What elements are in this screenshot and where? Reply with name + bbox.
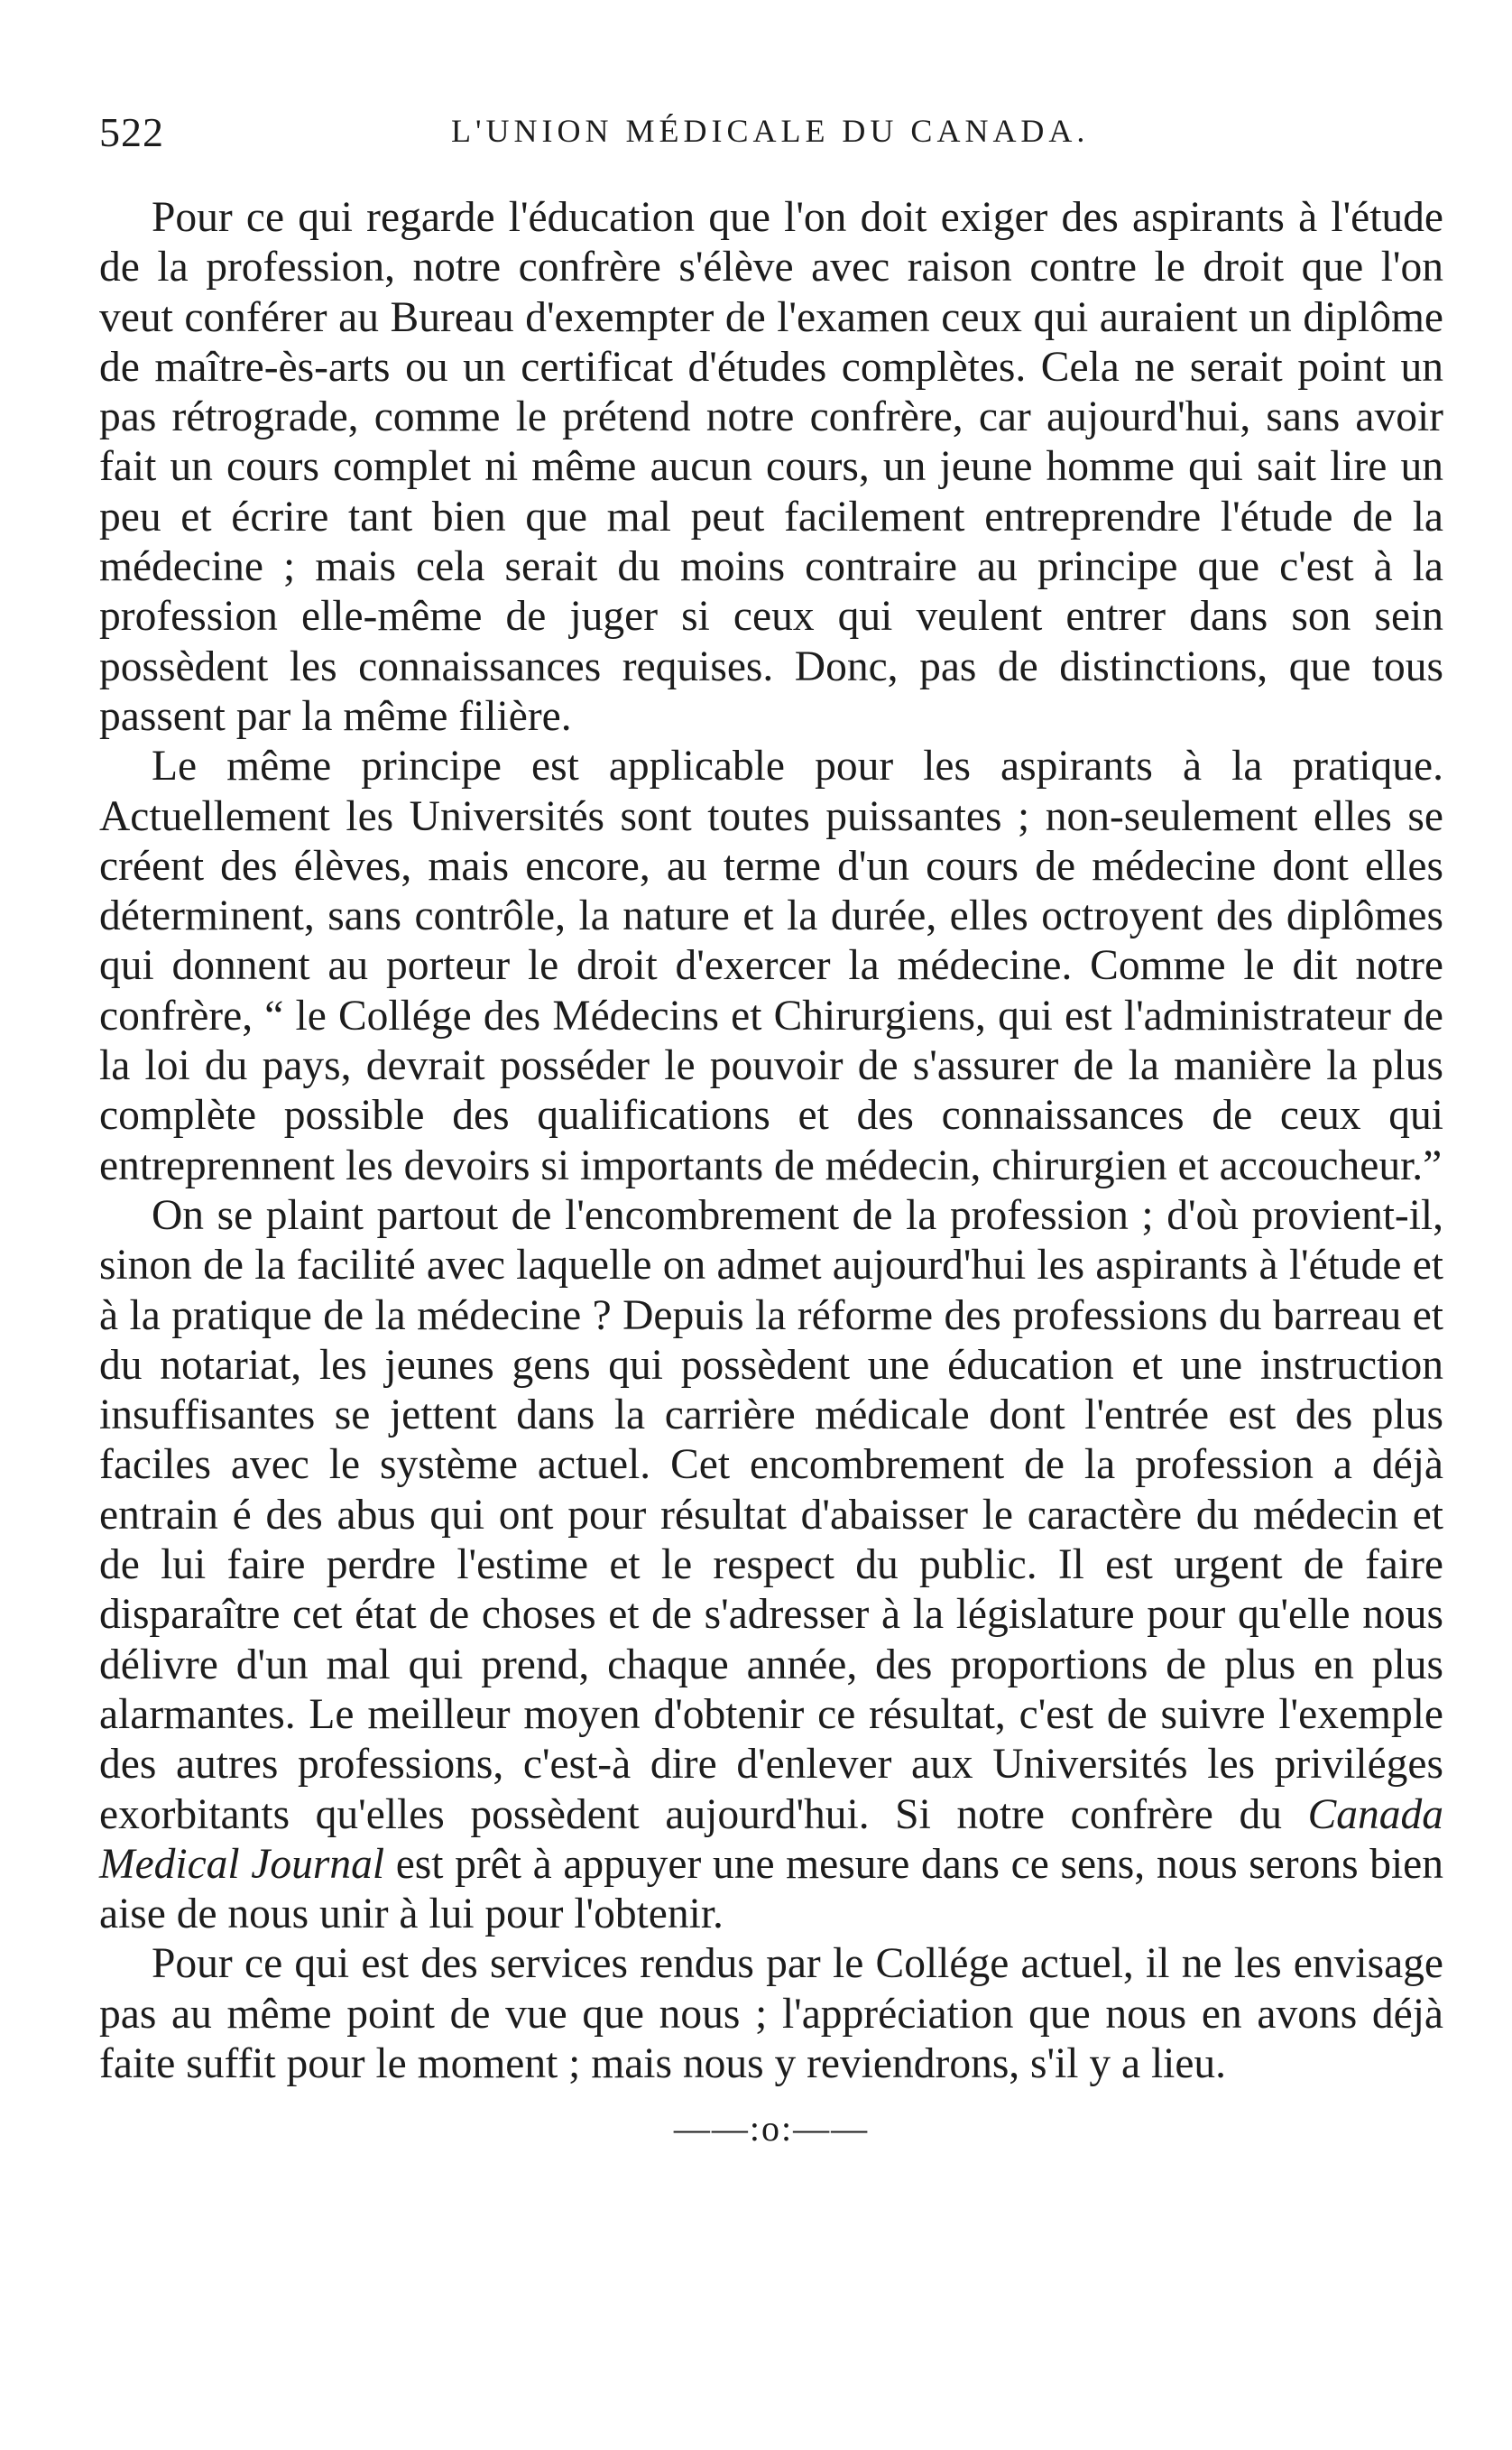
document-page — [99, 108, 1443, 2150]
paragraph-text: Pour ce qui est des services rendus par le Collége actuel, il ne les envisage pas au même point de vue que nous ; l'appréciation que nous en avons déjà faite suffit pour le moment ; mais nous y reviendrons, s'il y a lieu. — [99, 1940, 1443, 2087]
paragraph-text: Le même principe est applicable pour les aspirants à la pratique. Actuellement les Universités sont toutes puissantes ; non-seulement elles se créent des élèves, mais encore, au terme d'un cours de médecine dont elles déterminent, sans contrôle, la nature et la durée, elles octroyent des diplômes qui donnent au porteur le droit d'exercer la médecine. Comme le dit notre confrère, “ le Collége des Médecins et Chirurgiens, qui est l'administrateur de la loi du pays, devrait posséder le pouvoir de s'assurer de la manière la plus complète possible des qualifications et des connaissances de ceux qui entreprennent les devoirs si importants de médecin, chirurgien et accoucheur.” — [99, 743, 1443, 1189]
paragraph-text: On se plaint partout de l'encombrement de la profession ; d'où provient-il, sinon de la facilité avec laquelle on admet aujourd'hui les aspirants à l'étude et à la pratique de la médecine ? Depuis la réforme des professions du barreau et du notariat, les jeunes gens qui possèdent une éducation et une instruction insuffisantes se jettent dans la carrière médicale dont l'entrée est des plus faciles avec le système actuel. Cet encombrement de la profession a déjà entrain é des abus qui ont pour résultat d'abaisser le caractère du médecin et de lui faire perdre l'estime et le respect du public. Il est urgent de faire disparaître cet état de choses et de s'adresser à la législature pour qu'elle nous délivre d'un mal qui prend, chaque année, des proportions de plus en plus alarmantes. Le meilleur moyen d'obtenir ce résultat, c'est de suivre l'exemple des autres professions, c'est-à dire d'enlever aux Universités les priviléges exorbitants qu'elles possèdent aujourd'hui. Si notre confrère du — [99, 1191, 1443, 1838]
section-separator: ——:o:—— — [673, 2108, 870, 2150]
paragraph-text: Pour ce qui regarde l'éducation que l'on doit exiger des aspirants à l'étude de la profession, notre confrère s'élève avec raison contre le droit que l'on veut conférer au Bureau d'exempter de l'examen ceux qui auraient un diplôme de maître-ès-arts ou un certificat d'études complètes. Cela ne serait point un pas rétrograde, comme le prétend notre confrère, car aujourd'hui, sans avoir fait un cours complet ni même aucun cours, un jeune homme qui sait lire un peu et écrire tant bien que mal peut facilement entreprendre l'étude de la médecine ; mais cela serait du moins contraire au principe que c'est à la profession elle-même de juger si ceux qui veulent entrer dans son sein possèdent les connaissances requises. Donc, pas de distinctions, que tous passent par la même filière. — [99, 194, 1443, 740]
running-header — [99, 108, 1443, 180]
paragraph-services — [99, 1939, 1443, 2089]
running-title: L'UNION MÉDICALE DU CANADA. — [451, 113, 1090, 149]
paragraph-practice — [99, 742, 1443, 1191]
paragraph-text-continued: est prêt à appuyer une mesure dans ce sens, nous serons bien aise de nous unir à lui pour l'obtenir. — [99, 1840, 1443, 1938]
page-number: 522 — [99, 109, 164, 155]
journal-name: Canada Medical Journal — [99, 1790, 1444, 1888]
paragraph-encumbrance — [99, 1191, 1443, 1939]
paragraph-education — [99, 193, 1443, 742]
article-body — [99, 193, 1443, 2089]
